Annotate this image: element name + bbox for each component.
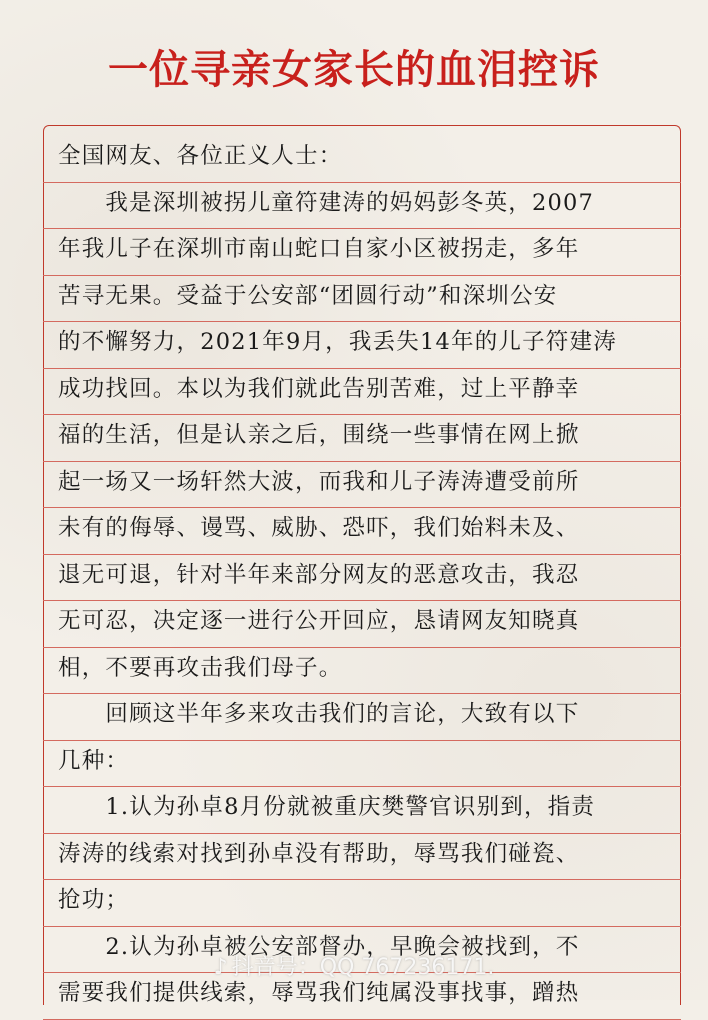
letter-line: 的不懈努力，2021年9月，我丢失14年的儿子符建涛: [58, 329, 617, 355]
letter-line: 2.认为孙卓被公安部督办，早晚会被找到，不: [58, 933, 580, 960]
letter-line: 涛涛的线索对找到孙卓没有帮助，辱骂我们碰瓷、: [58, 840, 580, 867]
letter-line: 福的生活，但是认亲之后，围绕一些事情在网上掀: [58, 422, 580, 448]
letter-line: 退无可退，针对半年来部分网友的恶意攻击，我忍: [58, 561, 580, 588]
letter-line: 起一场又一场轩然大波，而我和儿子涛涛遭受前所: [58, 468, 580, 495]
watermark: [0, 950, 708, 981]
letter-line: 相，不要再攻击我们母子。: [58, 654, 343, 681]
douyin-icon: ♪: [213, 955, 228, 980]
letter-line: 回顾这半年多来攻击我们的言论，大致有以下: [58, 701, 580, 727]
letter-line: 成功找回。本以为我们就此告别苦难，过上平静幸: [58, 375, 580, 402]
ruled-line: [43, 1019, 681, 1020]
watermark-text: 抖音号：QQ 767236171.: [231, 955, 495, 980]
letter-line: 年我儿子在深圳市南山蛇口自家小区被拐走，多年: [58, 236, 580, 262]
letter-line: 几种：: [58, 747, 130, 774]
letter-line: 需要我们提供线索，辱骂我们纯属没事找事，蹭热: [58, 980, 580, 1006]
letter-line: 1.认为孙卓8月份就被重庆樊警官识别到，指责: [58, 794, 596, 820]
letter-line: 未有的侮辱、谩骂、威胁、恐吓，我们始料未及、: [58, 515, 580, 541]
letter-line: 我是深圳被拐儿童符建涛的妈妈彭冬英，2007: [58, 189, 595, 216]
letter-line: 抢功；: [58, 887, 130, 913]
letter-line: 无可忍，决定逐一进行公开回应，恳请网友知晓真: [58, 608, 580, 634]
page-title: 一位寻亲女家长的血泪控诉: [108, 46, 600, 93]
letter-line: 全国网友、各位正义人士：: [58, 143, 343, 169]
letter-line: 苦寻无果。受益于公安部“团圆行动”和深圳公安: [58, 282, 558, 309]
